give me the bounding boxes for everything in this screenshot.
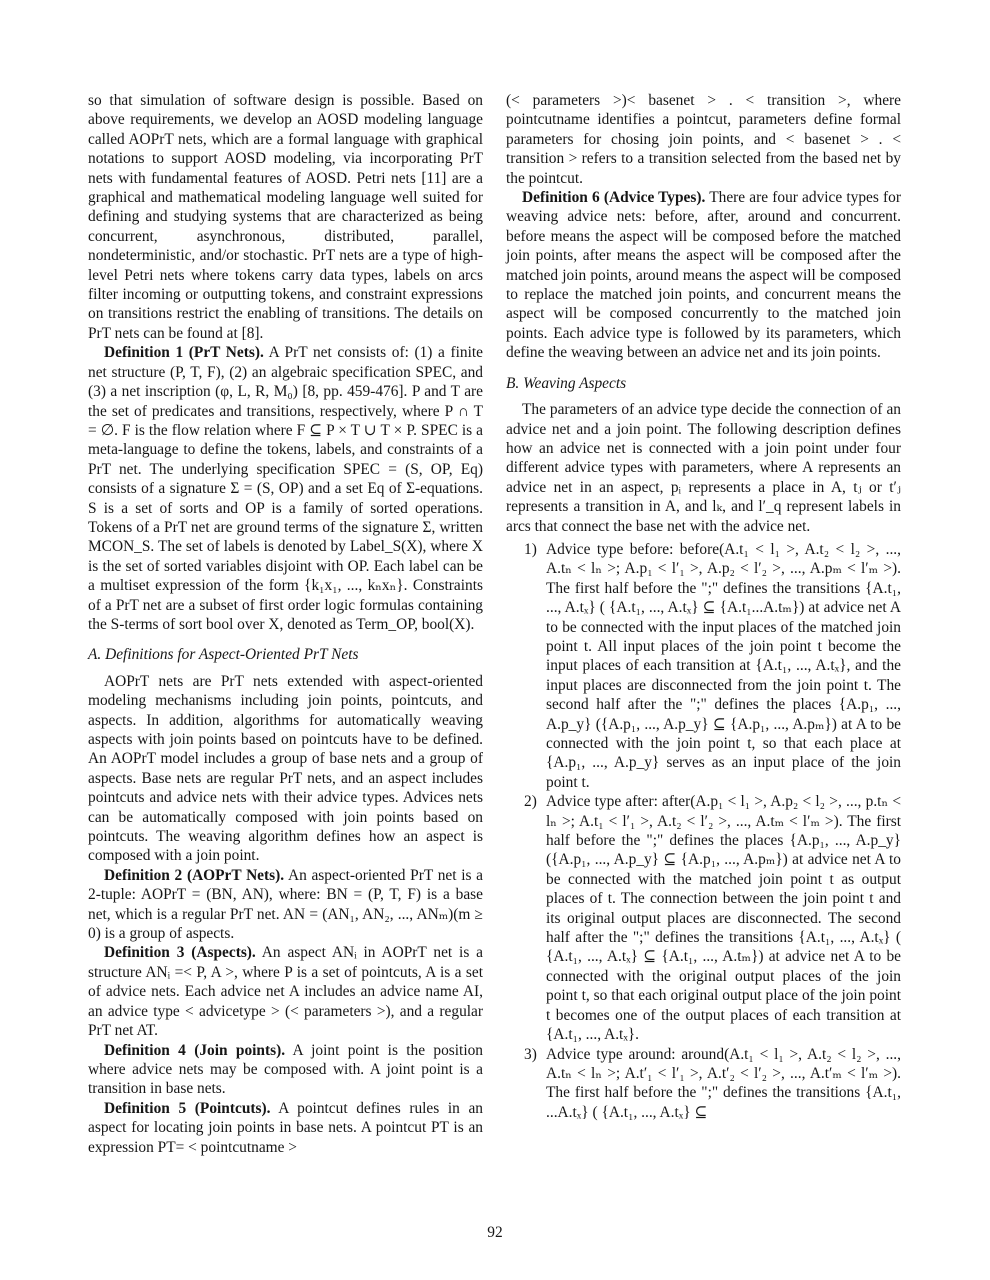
advice-type-list [506, 540, 901, 1122]
list-item-text: Advice type after: after(A.p₁ < l₁ >, A.p₂ < l₂ >, ..., p.tₙ < lₙ >; A.t₁ < l′₁ >, A.t₂ < l′₂ >, ..., A.tₘ < l′ₘ >). The first half before the ";" defines the places {A.p₁, ..., A.p_y} ({A.p₁, ..., A.p_y} ⊆ {A.p₁, ..., A.pₘ}) at advice net A to be connected with the matched join point t as output places of t. The connection between the join point t and its original output places are disconnected. The second half after the ";" defines the transitions {A.t₁, ..., A.tₓ} ( {A.t₁, ..., A.tₓ} ⊆ {A.t₁, ..., A.tₘ}) at advice net A to be connected with the original output places of the join point t, so that each original output place of the join point t becomes one of the output places of each transition at {A.t₁, ..., A.tₓ}. [546, 793, 901, 1044]
definition-2 [88, 866, 483, 944]
definition-1-label: Definition 1 (PrT Nets). [104, 344, 264, 362]
definition-1-text: A PrT net consists of: (1) a finite net structure (P, T, F), (2) an algebraic specification SPEC, and (3) a net inscription (φ, L, R, M₀) [8, pp. 459-476]. P and T are the set of predicates and transitions, respectively, where P ∩ T = ∅. F is the flow relation where F ⊆ P × T ∪ T × P. SPEC is a meta-language to define the tokens, labels, and constraints of a PrT net. The underlying specification SPEC = (S, OP, Eq) consists of a signature Σ = (S, OP) and a set Eq of Σ-equations. S is a set of sorts and OP is a family of sorted operations. Tokens of a PrT net are ground terms of the signature Σ, written MCON_S. The set of labels is denoted by Label_S(X), where X is the set of sorted variables disjoint with OP. Each label can be a multiset expression of the form {k₁x₁, ..., kₙxₙ}. Constraints of a PrT net are a subset of first order logic formulas containing the S-terms of sort bool over X, denoted as Term_OP, bool(X). [88, 344, 484, 633]
section-b-heading: B. Weaving Aspects [506, 374, 627, 392]
definition-6 [506, 188, 901, 363]
list-item-number: 2) [524, 793, 537, 811]
definition-6-label: Definition 6 (Advice Types). [522, 189, 706, 207]
definition-1 [88, 343, 483, 634]
right-column [506, 91, 901, 1122]
definition-2-text: An aspect-oriented PrT net is a 2-tuple: AOPrT = (BN, AN), where: BN = (P, T, F) is a base net, which is a regular PrT net. AN = (AN₁, AN₂, ..., ANₘ)(m ≥ 0) is a group of aspects. [88, 866, 483, 943]
section-a-heading: A. Definitions for Aspect-Oriented PrT Nets [88, 646, 359, 664]
left-column [88, 91, 483, 1157]
list-item-number: 1) [524, 540, 537, 558]
definition-4-label: Definition 4 (Join points). [104, 1041, 286, 1059]
definition-3 [88, 943, 483, 1040]
list-item-text: Advice type around: around(A.t₁ < l₁ >, A.t₂ < l₂ >, ..., A.tₙ < lₙ >; A.t′₁ < l′₁ >, A.t′₂ < l′₂ >, ..., A.t′ₘ < l′ₘ >). The first half before the ";" defines the transitions {A.t₁, ...A.tₓ} ( {A.t₁, ..., A.tₓ} ⊆ [546, 1045, 901, 1121]
list-item-text: Advice type before: before(A.t₁ < l₁ >, A.t₂ < l₂ >, ..., A.tₙ < lₙ >; A.p₁ < l′₁ >, A.p₂ < l′₂ >, ..., A.pₘ < l′ₘ >). The first half before the ";" defines the transitions {A.t₁, ..., A.tₓ} ( {A.t₁, ..., A.tₓ} ⊆ {A.t₁...A.tₘ}) at advice net A to be connected with the input places of the matched join point t. All input places of the join point t become the input places of each transition at {A.t₁, ..., A.tₓ}, and the input places are disconnected from the join point t. The second half after the ";" defines the places {A.p₁, ..., A.p_y} ({A.p₁, ..., A.p_y} ⊆ {A.p₁, ..., A.pₘ}) at A to be connected with the join point t, so that each place at {A.p₁, ..., A.p_y} serves as an input place of the join point t. [546, 540, 901, 791]
definition-5-text: A pointcut defines rules in an aspect for locating join points in base nets. A pointcut PT is an expression PT= < pointcutname > [88, 1099, 484, 1156]
definition-5-label: Definition 5 (Pointcuts). [104, 1099, 271, 1117]
list-item-number: 3) [524, 1045, 537, 1063]
definition-3-text: An aspect ANᵢ in AOPrT net is a structure ANᵢ =< P, A >, where P is a set of pointcuts, A is a set of advice nets. Each advice net A includes an advice name AI, an advice type < advicetype > (< parameters >), and a regular PrT net AT. [88, 944, 483, 1040]
pointcut-continuation: (< parameters >)< basenet > . < transition >, where pointcutname identifies a pointcut, parameters define formal parameters for chosing join points, and < basenet > . < transition > refers to a transition selected from the based net by the pointcut. [506, 92, 901, 187]
page-number: 92 [487, 1224, 503, 1241]
definition-3-label: Definition 3 (Aspects). [104, 944, 256, 962]
definition-2-label: Definition 2 (AOPrT Nets). [104, 866, 285, 884]
definition-4 [88, 1041, 483, 1099]
definition-6-text: There are four advice types for weaving advice nets: before, after, around and concurrent. before means the aspect will be composed before the matched join points, after means the aspect will be composed after the matched join points, around means the aspect will be composed to replace the matched join points, and concurrent means the aspect will be composed concurrently to the matched join points. Each advice type is followed by its parameters, which define the weaving between an advice net and its join points. [506, 189, 901, 362]
list-item [506, 540, 901, 792]
list-item [506, 1045, 901, 1123]
section-a-paragraph: AOPrT nets are PrT nets extended with aspect-oriented modeling mechanisms including join points, pointcuts, and aspects. In addition, algorithms for automatically weaving aspects with join points based on pointcuts have to be defined. An AOPrT model includes a group of base nets and a group of aspects. Base nets are regular PrT nets, and an aspect includes pointcuts and advice nets with their advice types. Advices nets can be automatically composed with join points based on pointcuts. The weaving algorithm defines how an aspect is composed with a join point. [88, 672, 483, 865]
section-b-paragraph: The parameters of an advice type decide the connection of an advice net and a join point. The following description defines how an advice net is connected with a join point under four different advice types with parameters, where A represents an advice net in an aspect, pᵢ represents a place in A, tⱼ or t′ⱼ represents a transition in A, and lₖ, and l′_q represent labels in arcs that connect the base net with the advice net. [506, 401, 901, 535]
definition-5 [88, 1099, 483, 1157]
list-item [506, 792, 901, 1044]
definition-4-text: A joint point is the position where advice nets may be composed with. A joint point is a transition in base nets. [88, 1041, 483, 1098]
intro-paragraph: so that simulation of software design is possible. Based on above requirements, we develop an AOSD modeling language called AOPrT nets, which are a formal language with graphical notations to support AOSD modeling, via incorporating PrT nets with fundamental features of AOSD. Petri nets [11] are a graphical and mathematical modeling language well suited for defining and studying systems that are characterized as being concurrent, asynchronous, distributed, parallel, nondeterministic, and/or stochastic. PrT nets are a type of high-level Petri nets where tokens carry data types, labels on arcs filter incoming or outputting tokens, and constraint expressions on transitions restrict the enabling of transitions. The details on PrT nets can be found at [8]. [88, 92, 483, 342]
